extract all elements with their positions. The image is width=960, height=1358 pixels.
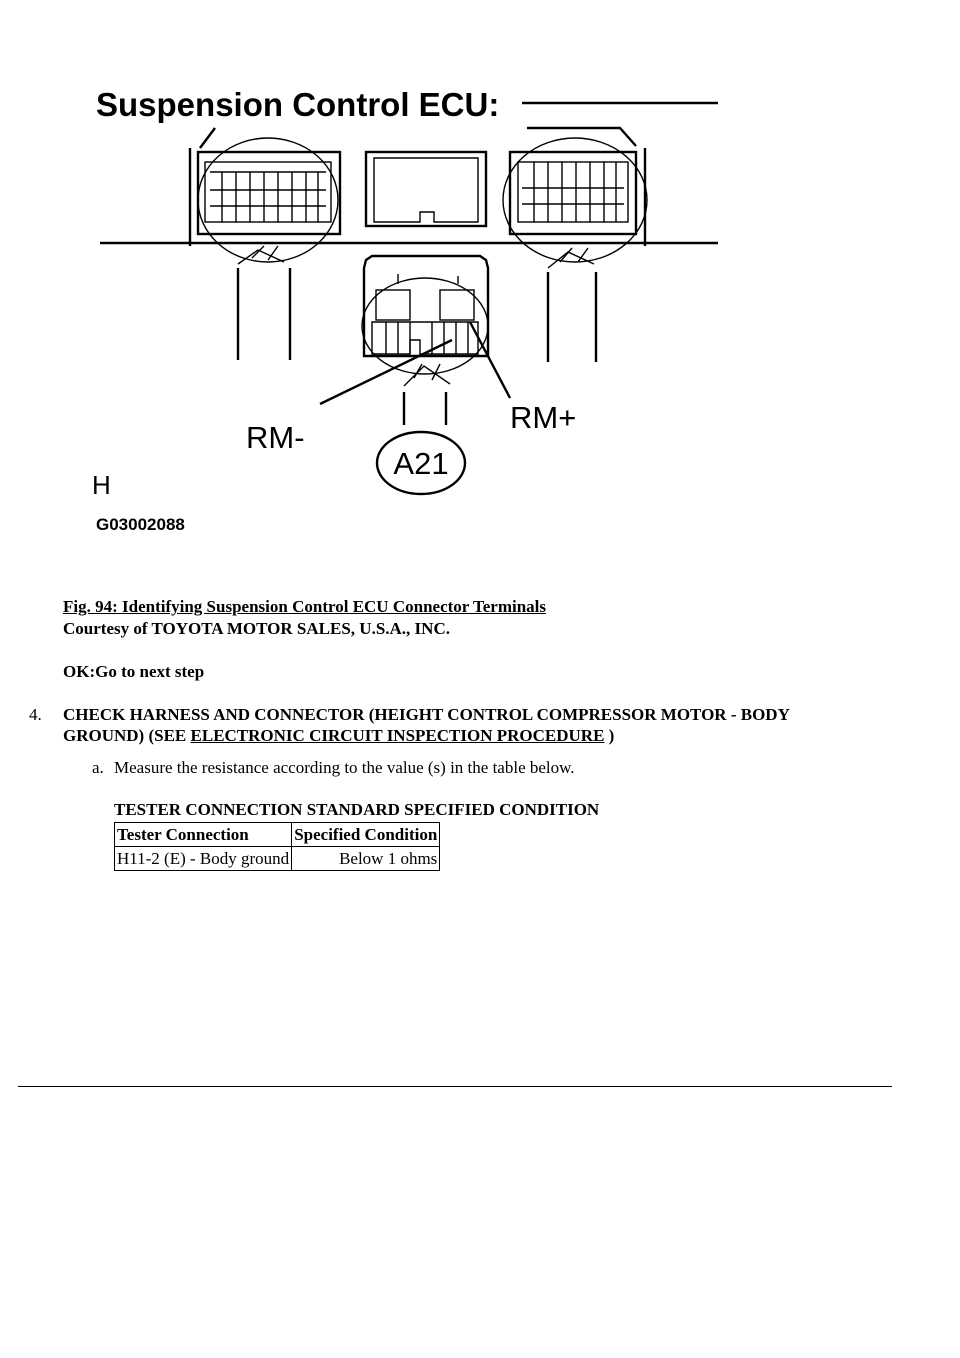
table-row <box>115 847 440 871</box>
figure-code: G03002088 <box>96 515 185 534</box>
ecu-edge-left <box>200 128 215 148</box>
step-heading <box>63 704 863 746</box>
connector-diagram <box>0 0 960 560</box>
a21-label: A21 <box>393 446 449 481</box>
table-cell: H11-2 (E) - Body ground <box>115 847 292 871</box>
ok-result: OK:Go to next step <box>63 662 205 681</box>
inspection-procedure-link[interactable]: ELECTRONIC CIRCUIT INSPECTION PROCEDURE <box>190 726 605 745</box>
middle-connector <box>366 152 486 226</box>
substep-letter: a. <box>92 758 104 777</box>
step-heading-end: ) <box>604 726 615 745</box>
rm-plus-leader <box>470 322 510 398</box>
specification-table <box>114 822 440 871</box>
table-cell: Below 1 ohms <box>292 847 440 871</box>
figure-caption[interactable]: Fig. 94: Identifying Suspension Control ECU Connector Terminals <box>63 597 546 616</box>
figure-courtesy: Courtesy of TOYOTA MOTOR SALES, U.S.A., INC. <box>63 619 450 638</box>
ecu-edge-right <box>527 128 636 146</box>
page-divider <box>18 1086 892 1087</box>
table-header: Tester Connection <box>115 823 292 847</box>
step-number: 4. <box>29 705 42 724</box>
step-heading-text: CHECK HARNESS AND CONNECTOR (HEIGHT CONTROL COMPRESSOR MOTOR - BODY GROUND) (SEE <box>63 705 790 745</box>
diagram-title: Suspension Control ECU: <box>96 86 500 123</box>
substep-text: Measure the resistance according to the value (s) in the table below. <box>114 758 575 777</box>
table-title: TESTER CONNECTION STANDARD SPECIFIED CONDITION <box>114 800 600 819</box>
a21-connector <box>362 256 488 425</box>
table-header: Specified Condition <box>292 823 440 847</box>
table-header-row <box>115 823 440 847</box>
view-letter: H <box>92 470 111 500</box>
left-harness <box>238 246 290 360</box>
right-harness <box>548 248 596 362</box>
rm-minus-label: RM- <box>246 420 305 455</box>
rm-plus-label: RM+ <box>510 400 577 435</box>
